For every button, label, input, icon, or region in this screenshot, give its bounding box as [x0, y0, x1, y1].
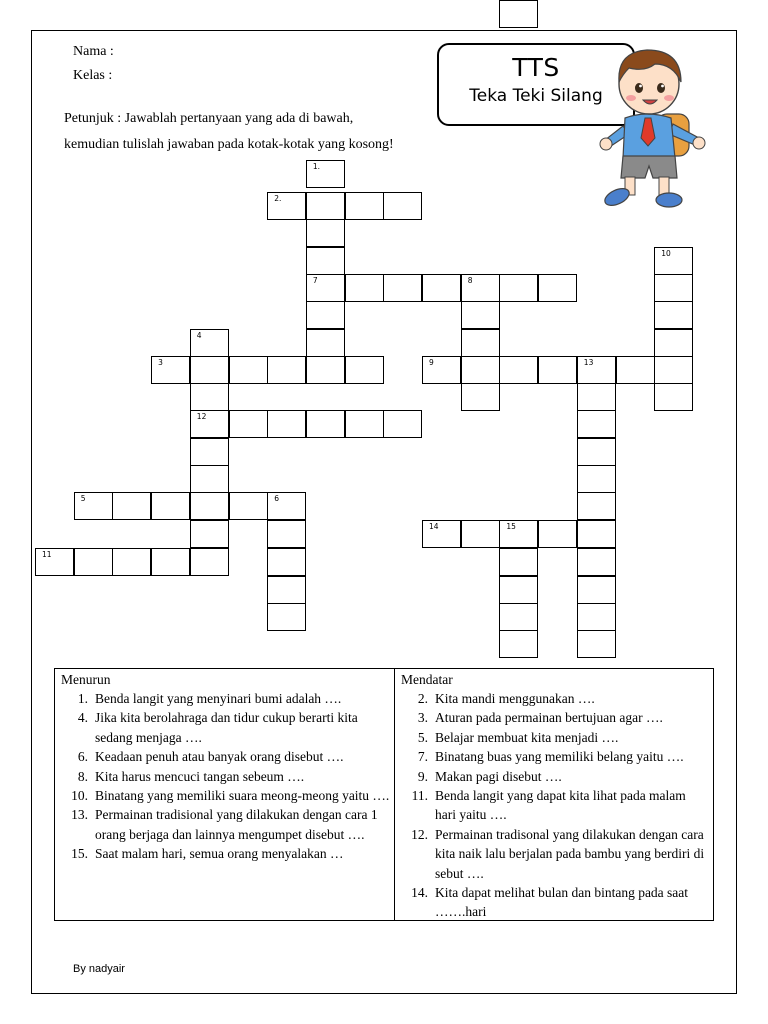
clue-item-text: Benda langit yang menyinari bumi adalah …. [95, 691, 342, 706]
clue-item-number: 5. [417, 729, 428, 745]
across-clue-item [401, 883, 709, 922]
across-clue-item [401, 767, 709, 786]
clue-number: 6 [274, 494, 279, 503]
down-clue-item [61, 747, 390, 766]
clue-item-number: 12. [411, 826, 428, 842]
title: TTS [512, 53, 560, 82]
clue-item-number: 6. [77, 749, 88, 765]
down-clues-title: Menurun [61, 672, 111, 687]
subtitle: Teka Teki Silang [469, 86, 603, 106]
clue-number: 15 [506, 522, 516, 531]
clue-item-number: 7. [417, 749, 428, 765]
clues-table [54, 668, 714, 921]
clue-item-number: 4. [77, 710, 88, 726]
clue-item-text: Keadaan penuh atau banyak orang disebut …. [95, 749, 344, 765]
clue-number: 10 [661, 249, 671, 258]
clue-number: 5 [80, 494, 86, 503]
clue-item-text: Saat malam hari, semua orang menyalakan … [95, 846, 344, 862]
crossword-cell[interactable] [499, 0, 538, 28]
clue-item-number: 3. [417, 710, 428, 726]
clue-item-text: Kita mandi menggunakan …. [435, 691, 595, 706]
clue-item-number: 11. [411, 788, 428, 804]
across-clue-item [401, 708, 709, 727]
clue-number: 7 [312, 276, 318, 285]
clue-item-text: Makan pagi disebut …. [435, 768, 562, 784]
clue-number: 9 [429, 358, 434, 367]
down-clue-list [61, 689, 390, 864]
kelas-label: Kelas : [73, 68, 113, 83]
clue-item-text: Belajar membuat kita menjadi …. [435, 729, 619, 745]
across-clues-title: Mendatar [401, 672, 453, 687]
clue-item-number: 9. [417, 768, 428, 784]
clue-item-number: 14. [411, 885, 428, 901]
down-clues-column [55, 669, 395, 920]
clue-number: 1. [312, 162, 321, 171]
clue-item-text: Benda langit yang dapat kita lihat pada malam hari yaitu …. [435, 788, 686, 823]
clue-item-text: Binatang buas yang memiliki belang yaitu …. [435, 749, 684, 765]
across-clue-item [401, 689, 709, 708]
down-clue-item [61, 708, 390, 747]
clue-item-number: 2. [417, 691, 428, 706]
clue-number: 2. [274, 194, 282, 203]
across-clues-column [395, 669, 713, 920]
clue-item-number: 1. [77, 691, 88, 706]
down-clue-item [61, 689, 390, 708]
clue-item-text: Permainan tradisional yang dilakukan dengan cara 1 orang berjaga dan lainnya mengumpet disebut …. [95, 807, 378, 842]
clue-item-text: Kita harus mencuci tangan sebeum …. [95, 768, 305, 784]
clue-item-number: 13. [71, 807, 88, 823]
clue-number: 3 [158, 358, 163, 367]
down-clue-item [61, 805, 390, 844]
across-clue-list [401, 689, 709, 922]
clue-number: 4 [196, 331, 202, 340]
clue-number: 8 [467, 276, 473, 285]
clue-item-text: Binatang yang memiliki suara meong-meong yaitu …. [95, 788, 390, 804]
clue-item-text: Aturan pada permainan bertujuan agar …. [435, 710, 663, 726]
down-clue-item [61, 844, 390, 863]
clue-number: 13 [583, 358, 594, 367]
clue-item-text: Permainan tradisonal yang dilakukan dengan cara kita naik lalu berjalan pada bambu yang berdiri di sebut …. [435, 826, 705, 881]
across-clue-item [401, 747, 709, 766]
clue-item-text: Jika kita berolahraga dan tidur cukup berarti kita sedang menjaga …. [95, 710, 358, 745]
author-byline: By nadyair [73, 963, 125, 975]
clue-item-text: Kita dapat melihat bulan dan bintang pada saat …….hari [435, 885, 689, 920]
instructions-line-1: Petunjuk : Jawablah pertanyaan yang ada di bawah, [64, 111, 354, 126]
across-clue-item [401, 786, 709, 825]
nama-label: Nama : [73, 44, 114, 59]
clue-number: 12 [196, 412, 207, 421]
down-clue-item [61, 786, 390, 805]
across-clue-item [401, 825, 709, 883]
clue-item-number: 10. [71, 788, 88, 804]
across-clue-item [401, 728, 709, 747]
clue-item-number: 15. [71, 846, 88, 862]
down-clue-item [61, 767, 390, 786]
clue-item-number: 8. [77, 768, 88, 784]
schoolboy-illustration [595, 42, 715, 210]
clue-number: 11 [42, 550, 52, 559]
clue-number: 14 [429, 522, 439, 531]
instructions-line-2: kemudian tulislah jawaban pada kotak-kotak yang kosong! [64, 137, 394, 152]
